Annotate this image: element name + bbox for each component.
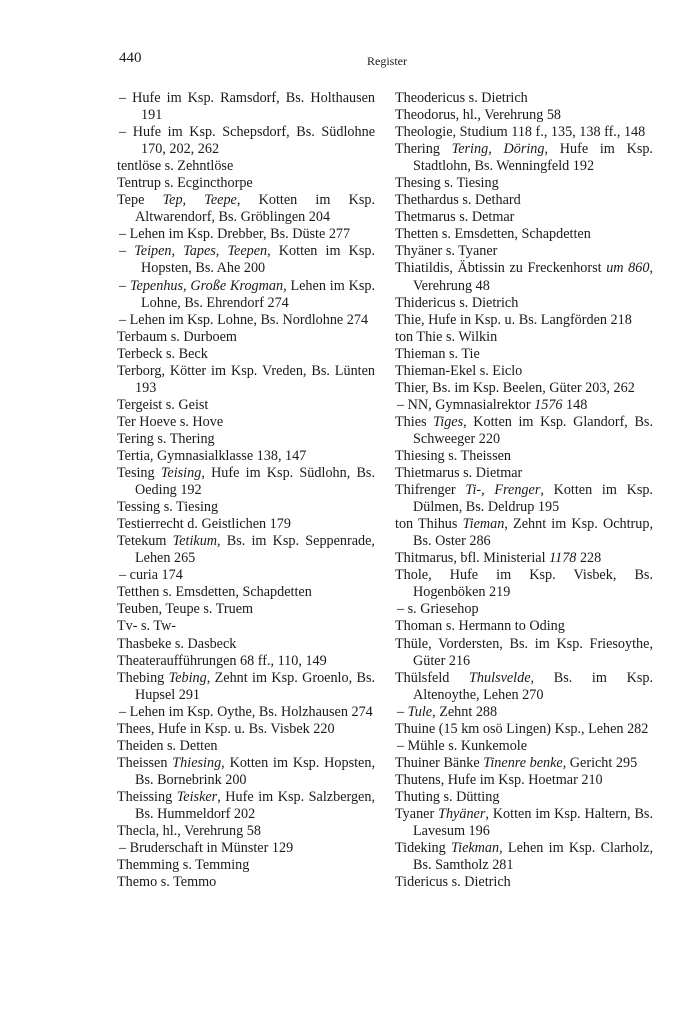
- index-entry: [117, 448, 375, 465]
- entry-text: – Hufe im Ksp. Schepsdorf, Bs. Südlohne 170, 202, 262: [119, 124, 375, 158]
- entry-text: Thering: [395, 141, 452, 158]
- entry-variant-text: Tule: [407, 703, 433, 720]
- entry-text: Thülsfeld: [395, 669, 470, 686]
- index-subentry: [395, 704, 653, 721]
- index-entry: [117, 789, 375, 823]
- entry-text: ton Thihus: [395, 516, 463, 533]
- entry-text: Tessing s. Tiesing: [117, 499, 219, 516]
- entry-text: , Kotten im Ksp. Hopsten, Bs. Bornebrink 200: [135, 754, 375, 788]
- entry-text: – s. Griesehop: [397, 601, 479, 618]
- entry-text: Tyaner: [395, 805, 439, 822]
- entry-text: 228: [576, 550, 602, 567]
- entry-variant-text: Thiesing: [172, 754, 222, 771]
- index-entry: [395, 482, 653, 516]
- entry-variant-text: Tepenhus, Große Krogman: [129, 277, 284, 294]
- index-entry: [395, 243, 653, 260]
- entry-variant-text: Tinenre benke: [483, 754, 563, 771]
- index-subentry: [395, 601, 653, 618]
- index-entry: [395, 312, 653, 329]
- index-entry: [117, 175, 375, 192]
- entry-text: , Hufe im Ksp. Stadtlohn, Bs. Wenningfeld 192: [413, 141, 653, 175]
- entry-text: Theissen: [117, 754, 173, 771]
- index-subentry: [117, 90, 375, 124]
- index-entry: [395, 806, 653, 840]
- entry-text: –: [119, 277, 130, 294]
- entry-variant-text: 1576: [534, 396, 563, 413]
- entry-text: Thetmarus s. Detmar: [395, 209, 515, 226]
- entry-text: – Lehen im Ksp. Drebber, Bs. Düste 277: [119, 226, 351, 243]
- entry-text: Thieman-Ekel s. Eiclo: [395, 362, 523, 379]
- entry-variant-text: Tiges: [433, 413, 464, 430]
- entry-text: Terbaum s. Durboem: [117, 328, 237, 345]
- entry-text: , Zehnt 288: [432, 703, 498, 720]
- entry-text: Thebing: [117, 669, 169, 686]
- entry-variant-text: Tiekman: [451, 840, 500, 857]
- index-subentry: [117, 124, 375, 158]
- index-subentry: [117, 567, 375, 584]
- entry-text: Themming s. Temming: [117, 857, 250, 874]
- index-entry: [395, 636, 653, 670]
- index-entry: [395, 516, 653, 550]
- entry-text: , Lehen im Ksp. Lohne, Bs. Ehrendorf 274: [141, 277, 375, 311]
- index-entry: [117, 192, 375, 226]
- entry-variant-text: Ti-, Frenger: [465, 482, 541, 499]
- entry-text: Thie, Hufe in Ksp. u. Bs. Langförden 218: [395, 311, 632, 328]
- index-entry: [395, 226, 653, 243]
- entry-text: , Hufe im Ksp. Salzbergen, Bs. Hummeldorf 202: [135, 788, 375, 822]
- index-entry: [395, 346, 653, 363]
- index-entry: [117, 738, 375, 755]
- index-subentry: [117, 840, 375, 857]
- entry-text: Thole, Hufe im Ksp. Visbek, Bs. Hogenböken 219: [395, 567, 653, 601]
- entry-text: – Mühle s. Kunkemole: [397, 737, 528, 754]
- entry-text: Thiesing s. Theissen: [395, 447, 511, 464]
- entry-text: Theologie, Studium 118 f., 135, 138 ff., 148: [395, 124, 646, 141]
- entry-text: Tentrup s. Ecgincthorpe: [117, 175, 253, 192]
- index-entry: [117, 874, 375, 891]
- page-number: 440: [119, 50, 142, 66]
- entry-text: –: [397, 703, 408, 720]
- index-entry: [395, 329, 653, 346]
- entry-text: Thitmarus, bfl. Ministerial: [395, 550, 550, 567]
- entry-variant-text: Teising: [160, 465, 202, 482]
- index-entry: [117, 653, 375, 670]
- index-entry: [117, 584, 375, 601]
- index-entry: [395, 874, 653, 891]
- index-entry: [117, 755, 375, 789]
- entry-text: Theateraufführungen 68 ff., 110, 149: [117, 652, 327, 669]
- entry-text: , Zehnt im Ksp. Ochtrup, Bs. Oster 286: [413, 516, 653, 550]
- index-entry: [395, 840, 653, 874]
- index-entry: [395, 295, 653, 312]
- entry-text: Tidericus s. Dietrich: [395, 874, 511, 891]
- index-entry: [117, 533, 375, 567]
- index-entry: [117, 431, 375, 448]
- index-entry: [395, 448, 653, 465]
- entry-text: Thutens, Hufe im Ksp. Hoetmar 210: [395, 771, 603, 788]
- entry-text: Tetekum: [117, 533, 173, 550]
- entry-text: Thietmarus s. Dietmar: [395, 465, 523, 482]
- entry-text: Theodericus s. Dietrich: [395, 90, 528, 106]
- index-entry: [395, 721, 653, 738]
- entry-variant-text: Teipen, Tapes, Teepen: [134, 243, 268, 260]
- entry-text: Ter Hoeve s. Hove: [117, 413, 224, 430]
- index-entry: [395, 465, 653, 482]
- index-entry: [117, 823, 375, 840]
- entry-text: Terbeck s. Beck: [117, 345, 208, 362]
- index-entry: [395, 414, 653, 448]
- index-entry: [395, 192, 653, 209]
- index-entry: [117, 363, 375, 397]
- entry-variant-text: Thyäner: [438, 805, 486, 822]
- entry-text: 148: [562, 396, 588, 413]
- entry-variant-text: um 860: [606, 260, 650, 277]
- index-entry: [117, 857, 375, 874]
- index-entry: [117, 158, 375, 175]
- entry-text: Thuine (15 km osö Lingen) Ksp., Lehen 282: [395, 720, 649, 737]
- entry-text: Tergeist s. Geist: [117, 396, 209, 413]
- entry-text: Tertia, Gymnasialklasse 138, 147: [117, 447, 307, 464]
- entry-text: Thoman s. Hermann to Oding: [395, 618, 565, 635]
- entry-variant-text: Teisker: [176, 788, 218, 805]
- index-entry: [395, 772, 653, 789]
- entry-text: , Lehen im Ksp. Clarholz, Bs. Samtholz 281: [413, 840, 653, 874]
- entry-text: – Hufe im Ksp. Ramsdorf, Bs. Holthausen 191: [119, 90, 375, 124]
- index-entry: [395, 363, 653, 380]
- index-entry: [395, 755, 653, 772]
- entry-text: Thuting s. Dütting: [395, 788, 500, 805]
- index-column-left: [117, 90, 375, 891]
- index-entry: [395, 107, 653, 124]
- index-entry: [395, 124, 653, 141]
- entry-text: Thees, Hufe in Ksp. u. Bs. Visbek 220: [117, 720, 335, 737]
- index-subentry: [395, 397, 653, 414]
- index-entry: [117, 465, 375, 499]
- entry-text: Teuben, Teupe s. Truem: [117, 601, 254, 618]
- index-entry: [395, 260, 653, 294]
- entry-variant-text: Tetikum: [172, 533, 218, 550]
- entry-text: Tepe: [117, 192, 163, 209]
- entry-text: , Kotten im Ksp. Dülmen, Bs. Deldrup 195: [413, 482, 653, 516]
- entry-text: , Kotten im Ksp. Haltern, Bs. Lavesum 196: [413, 805, 653, 840]
- entry-text: ton Thie s. Wilkin: [395, 328, 498, 345]
- entry-text: Terborg, Kötter im Ksp. Vreden, Bs. Lünten 193: [117, 362, 375, 396]
- index-entry: [117, 397, 375, 414]
- index-subentry: [395, 738, 653, 755]
- entry-text: Thyäner s. Tyaner: [395, 243, 498, 260]
- index-entry: [117, 499, 375, 516]
- index-entry: [395, 789, 653, 806]
- index-entry: [395, 550, 653, 567]
- index-entry: [395, 90, 653, 107]
- entry-text: Thifrenger: [395, 482, 466, 499]
- index-entry: [395, 209, 653, 226]
- index-entry: [395, 670, 653, 704]
- entry-text: Theissing: [117, 788, 177, 805]
- index-entry: [117, 516, 375, 533]
- index-subentry: [117, 704, 375, 721]
- running-head: Register: [367, 54, 407, 68]
- entry-text: , Kotten im Ksp. Hopsten, Bs. Ahe 200: [141, 243, 376, 277]
- index-subentry: [117, 226, 375, 243]
- entry-text: Thetten s. Emsdetten, Schapdetten: [395, 226, 591, 243]
- entry-text: –: [119, 243, 135, 260]
- entry-text: Thasbeke s. Dasbeck: [117, 635, 237, 652]
- index-entry: [395, 141, 653, 175]
- entry-text: Tesing: [117, 465, 161, 482]
- index-entry: [395, 380, 653, 397]
- entry-text: , Zehnt im Ksp. Groenlo, Bs. Hupsel 291: [135, 669, 376, 703]
- index-subentry: [117, 278, 375, 312]
- entry-variant-text: Tieman: [462, 516, 505, 533]
- entry-variant-text: Tep, Teepe: [162, 192, 237, 209]
- entry-text: Thuiner Bänke: [395, 754, 484, 771]
- index-entry: [117, 618, 375, 635]
- entry-text: Tering s. Thering: [117, 430, 215, 447]
- index-entry: [117, 601, 375, 618]
- entry-text: – Lehen im Ksp. Oythe, Bs. Holzhausen 274: [119, 703, 373, 720]
- entry-text: , Gericht 295: [562, 754, 638, 771]
- entry-variant-text: Thulsvelde: [469, 669, 531, 686]
- entry-text: Thecla, hl., Verehrung 58: [117, 823, 261, 840]
- entry-text: tentlöse s. Zehntlöse: [117, 158, 234, 175]
- entry-text: Thies: [395, 413, 434, 430]
- entry-text: Tideking: [395, 840, 452, 857]
- index-entry: [117, 670, 375, 704]
- index-subentry: [117, 243, 375, 277]
- index-column-right: [395, 90, 653, 891]
- entry-text: – curia 174: [119, 567, 183, 584]
- entry-text: , Verehrung 48: [413, 260, 653, 294]
- entry-text: Thesing s. Tiesing: [395, 175, 499, 192]
- entry-text: – NN, Gymnasialrektor: [397, 396, 535, 413]
- entry-text: Tv- s. Tw-: [117, 618, 177, 635]
- index-entry: [395, 618, 653, 635]
- entry-text: Thidericus s. Dietrich: [395, 294, 519, 311]
- index-entry: [117, 721, 375, 738]
- index-entry: [117, 636, 375, 653]
- entry-variant-text: Tering, Döring: [451, 141, 545, 158]
- entry-text: Theodorus, hl., Verehrung 58: [395, 107, 562, 124]
- entry-text: Thiatildis, Äbtissin zu Freckenhorst: [395, 260, 607, 277]
- entry-text: – Lehen im Ksp. Lohne, Bs. Nordlohne 274: [119, 311, 369, 328]
- entry-text: Thüle, Vordersten, Bs. im Ksp. Friesoythe, Güter 216: [395, 635, 653, 669]
- entry-variant-text: 1178: [549, 550, 577, 567]
- entry-text: Themo s. Temmo: [117, 874, 217, 891]
- index-subentry: [117, 312, 375, 329]
- entry-text: Thier, Bs. im Ksp. Beelen, Güter 203, 262: [395, 379, 635, 396]
- entry-text: , Hufe im Ksp. Südlohn, Bs. Oeding 192: [135, 465, 375, 499]
- entry-text: Testierrecht d. Geistlichen 179: [117, 516, 291, 533]
- entry-text: – Bruderschaft in Münster 129: [119, 840, 294, 857]
- entry-text: , Bs. im Ksp. Altenoythe, Lehen 270: [413, 669, 653, 703]
- entry-text: Theiden s. Detten: [117, 737, 218, 754]
- entry-variant-text: Tebing: [168, 669, 207, 686]
- entry-text: Tetthen s. Emsdetten, Schapdetten: [117, 584, 312, 601]
- index-entry: [117, 329, 375, 346]
- entry-text: , Kotten im Ksp. Altwarendorf, Bs. Gröblingen 204: [135, 192, 375, 226]
- entry-text: Thethardus s. Dethard: [395, 192, 521, 209]
- index-entry: [117, 414, 375, 431]
- index-entry: [117, 346, 375, 363]
- entry-text: , Kotten im Ksp. Glandorf, Bs. Schweeger 220: [413, 413, 653, 447]
- entry-text: , Bs. im Ksp. Seppenrade, Lehen 265: [135, 533, 375, 567]
- index-entry: [395, 567, 653, 601]
- entry-text: Thieman s. Tie: [395, 345, 480, 362]
- index-entry: [395, 175, 653, 192]
